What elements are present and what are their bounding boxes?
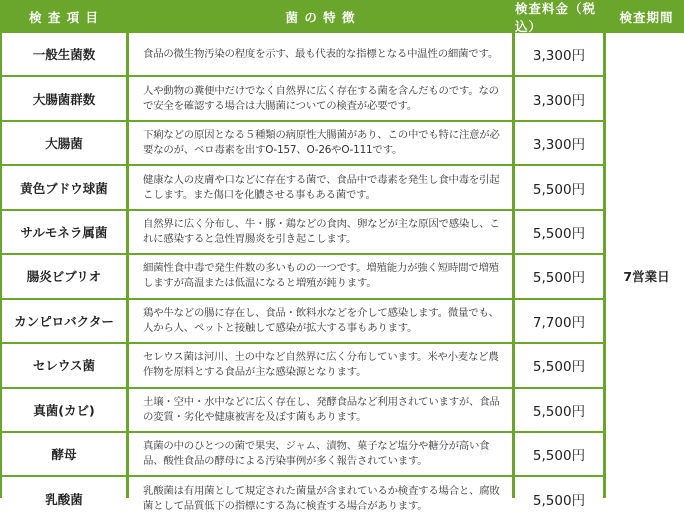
- row-price: 5,500円: [515, 166, 603, 208]
- row-desc: 自然界に広く分布し、牛・豚・鶏などの食肉、卵などが主な原因で感染し、これに感染すると急性胃腸炎を引き起こします。: [129, 211, 512, 253]
- row-price: 3,300円: [515, 122, 603, 164]
- header-item: 検 査 項 目: [2, 2, 126, 31]
- row-name: カンピロバクター: [2, 300, 126, 342]
- row-price: 7,700円: [515, 300, 603, 342]
- row-name: 酵母: [2, 433, 126, 475]
- row-desc: 真菌の中のひとつの菌で果実、ジャム、漬物、菓子など塩分や糖分が高い食品、酸性食品の酵母による汚染事例が多く報告されています。: [129, 433, 512, 475]
- row-price: 5,500円: [515, 477, 603, 519]
- row-price: 5,500円: [515, 344, 603, 386]
- row-name: 大腸菌: [2, 122, 126, 164]
- row-name: 真菌(カビ): [2, 389, 126, 431]
- period-cell: 7営業日: [606, 33, 684, 520]
- row-desc: 食品の微生物汚染の程度を示す、最も代表的な指標となる中温性の細菌です。: [129, 33, 512, 75]
- row-price: 5,500円: [515, 211, 603, 253]
- row-name: 黄色ブドウ球菌: [2, 166, 126, 208]
- row-desc: 下痢などの原因となる５種類の病原性大腸菌があり、この中でも特に注意が必要なのが、ベロ毒素を出すO-157、O-26やO-111です。: [129, 122, 512, 164]
- row-desc: 乳酸菌は有用菌として規定された菌量が含まれているか検査する場合と、腐敗菌として品質低下の指標にする為に検査する場合があります。: [129, 477, 512, 519]
- row-price: 5,500円: [515, 255, 603, 297]
- row-desc: 人や動物の糞便中だけでなく自然界に広く存在する菌を含んだものです。なので安全を確認する場合は大腸菌についての検査が必要です。: [129, 77, 512, 119]
- row-price: 5,500円: [515, 433, 603, 475]
- row-name: 一般生菌数: [2, 33, 126, 75]
- row-price: 5,500円: [515, 389, 603, 431]
- row-name: セレウス菌: [2, 344, 126, 386]
- row-name: 乳酸菌: [2, 477, 126, 519]
- row-desc: セレウス菌は河川、土の中など自然界に広く分布しています。米や小麦など農作物を原料とする食品が主な感染源となります。: [129, 344, 512, 386]
- row-name: 腸炎ビブリオ: [2, 255, 126, 297]
- row-desc: 土壌・空中・水中などに広く存在し、発酵食品など利用されていますが、食品の変質・劣化や健康被害を及ぼす菌もあります。: [129, 389, 512, 431]
- row-desc: 健康な人の皮膚や口などに存在する菌で、食品中で毒素を発生し食中毒を引起こします。また傷口を化膿させる事もある菌です。: [129, 166, 512, 208]
- header-fee: 検査料金（税込）: [515, 2, 603, 31]
- header-feature: 菌 の 特 徴: [129, 2, 512, 31]
- row-price: 3,300円: [515, 33, 603, 75]
- row-desc: 細菌性食中毒で発生件数の多いものの一つです。増殖能力が強く短時間で増殖しますが高温または低温になると増殖が鈍ります。: [129, 255, 512, 297]
- row-name: 大腸菌群数: [2, 77, 126, 119]
- header-period: 検査期間: [606, 2, 684, 31]
- row-price: 3,300円: [515, 77, 603, 119]
- row-desc: 鶏や牛などの腸に存在し、食品・飲料水などを介して感染します。微量でも、人から人、ペットと接触して感染が拡大する事もあります。: [129, 300, 512, 342]
- row-name: サルモネラ属菌: [2, 211, 126, 253]
